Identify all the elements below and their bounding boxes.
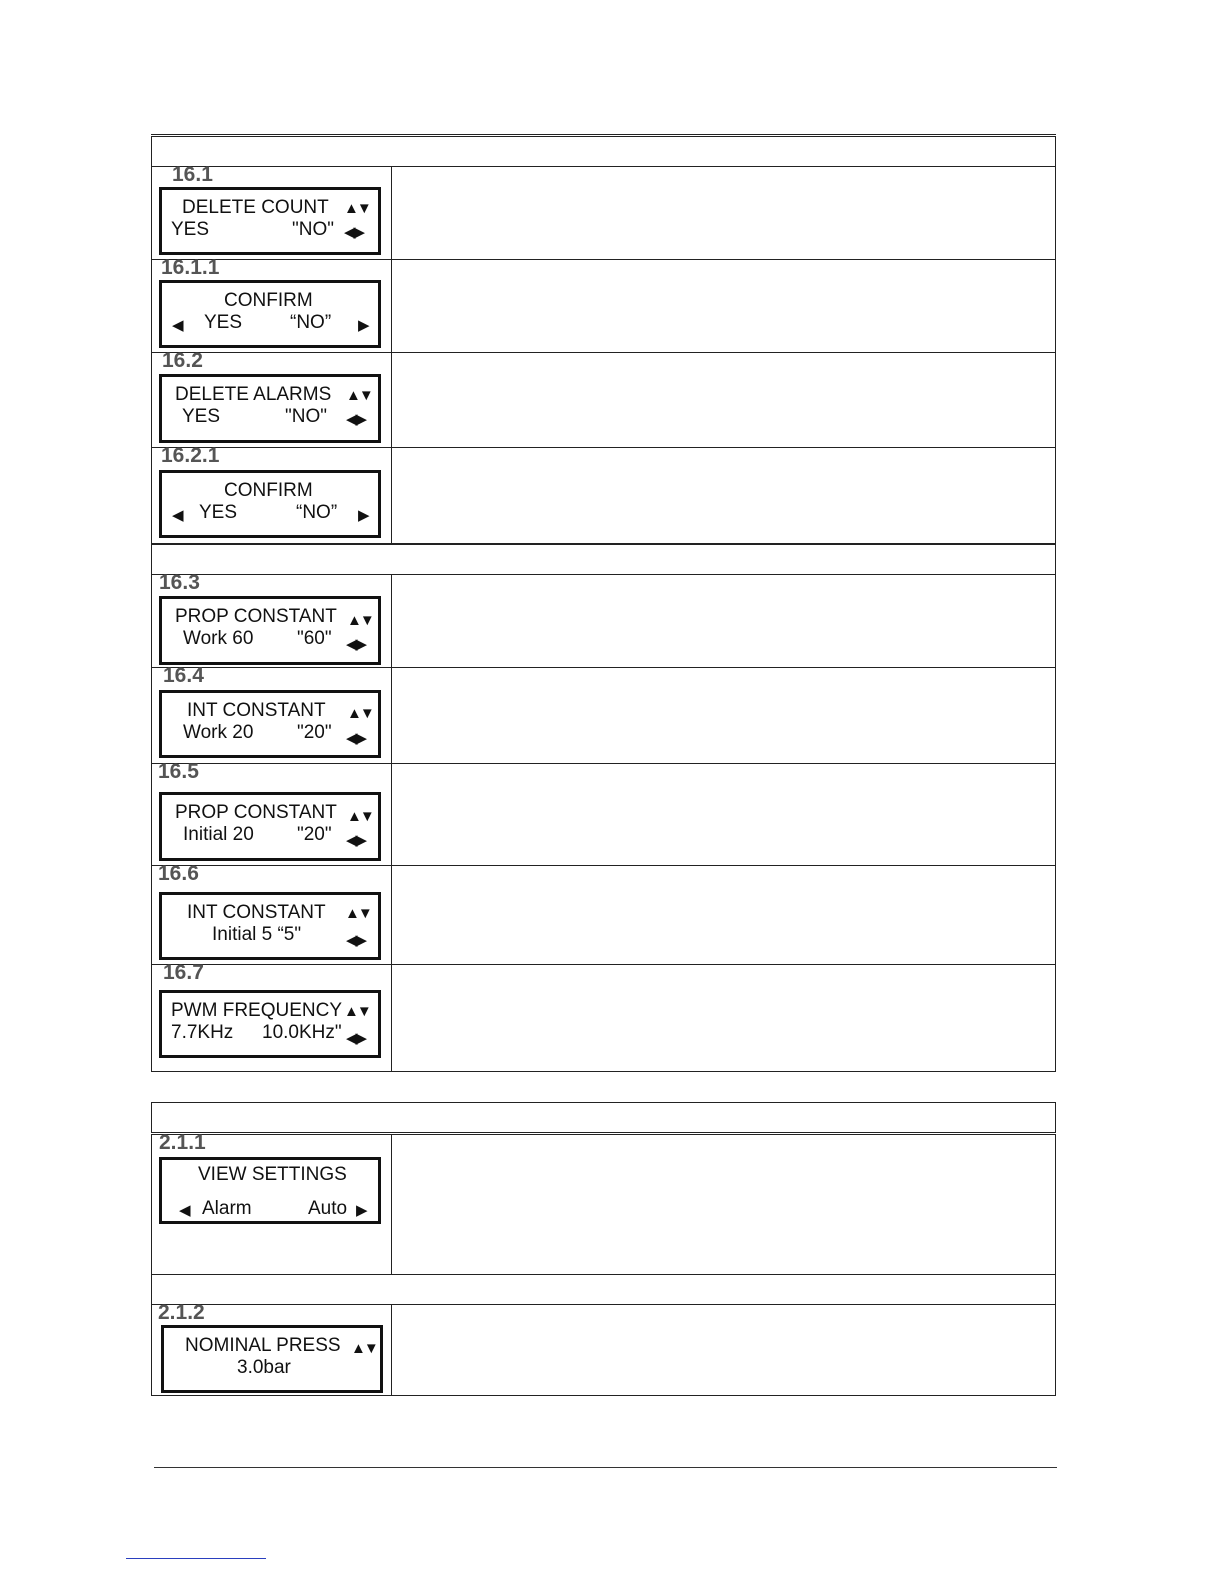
description-cell — [392, 167, 1056, 260]
lcd-value-selected: 10.0KHz" — [262, 1022, 342, 1043]
screen-cell — [152, 664, 392, 764]
footer-link-underline[interactable] — [126, 1558, 266, 1559]
right-arrow-icon — [356, 1200, 366, 1222]
left-arrow-icon — [179, 1200, 189, 1222]
description-cell — [392, 575, 1056, 668]
lcd-line1: INT CONSTANT — [187, 902, 326, 923]
table-row — [152, 965, 1056, 1072]
table-header-cell — [152, 136, 1056, 167]
description-cell — [392, 866, 1056, 965]
left-right-arrows-icon — [346, 830, 365, 852]
step-number: 16.3 — [159, 571, 200, 594]
lcd-screen-delete-alarms — [159, 374, 381, 443]
table-header-row — [152, 1103, 1056, 1134]
up-down-arrows-icon — [344, 198, 370, 220]
description-cell — [392, 764, 1056, 866]
table-row — [152, 448, 1056, 545]
table-row — [152, 575, 1056, 668]
left-right-arrows-icon — [346, 728, 365, 750]
lcd-option-no: "NO" — [285, 406, 327, 427]
left-right-arrows-icon — [344, 222, 363, 244]
step-number: 16.1 — [172, 163, 213, 186]
step-number: 2.1.1 — [159, 1131, 206, 1154]
table-header-row — [152, 136, 1056, 167]
lcd-option-no: "NO" — [292, 219, 334, 240]
lcd-screen-prop-constant-work — [159, 596, 381, 665]
description-cell — [392, 1134, 1056, 1275]
lcd-value-current: 7.7KHz — [171, 1022, 234, 1043]
screen-cell — [152, 163, 392, 260]
step-number: 16.6 — [158, 862, 199, 885]
step-number: 16.1.1 — [161, 256, 220, 279]
lcd-option-yes: YES — [204, 312, 243, 333]
description-cell — [392, 448, 1056, 545]
step-number: 16.2.1 — [161, 444, 220, 467]
lcd-value-line: Initial 5 “5" — [212, 924, 302, 945]
lcd-line1: PROP CONSTANT — [175, 606, 337, 627]
up-down-arrows-icon — [346, 385, 372, 407]
footer-divider — [154, 1467, 1057, 1468]
lcd-option-auto: Auto — [308, 1198, 348, 1219]
lcd-line1: DELETE ALARMS — [175, 384, 332, 405]
lcd-value-selected: "20" — [297, 824, 332, 845]
step-number: 16.5 — [158, 760, 199, 783]
lcd-line1: PROP CONSTANT — [175, 802, 337, 823]
lcd-line1: CONFIRM — [224, 290, 313, 311]
description-cell — [392, 965, 1056, 1072]
screen-cell — [152, 1131, 392, 1275]
left-right-arrows-icon — [346, 930, 365, 952]
lcd-option-no: “NO” — [296, 502, 338, 523]
lcd-screen-confirm — [159, 470, 381, 538]
screen-cell — [152, 571, 392, 668]
step-number: 16.7 — [163, 961, 204, 984]
left-arrow-icon — [172, 315, 182, 337]
table-row — [152, 866, 1056, 965]
lcd-screen-delete-count — [159, 187, 381, 255]
lcd-line1: CONFIRM — [224, 480, 313, 501]
right-arrow-icon — [358, 505, 368, 527]
description-cell — [392, 668, 1056, 764]
lcd-screen-prop-constant-initial — [159, 792, 381, 861]
screen-cell — [152, 349, 392, 448]
screen-cell — [152, 961, 392, 1072]
lcd-line1: VIEW SETTINGS — [198, 1164, 347, 1185]
section-header-row — [152, 544, 1056, 575]
lcd-screen-int-constant-work — [159, 690, 381, 758]
screen-cell — [152, 444, 392, 545]
lcd-screen-view-settings — [159, 1157, 381, 1224]
lcd-line1: INT CONSTANT — [187, 700, 326, 721]
lcd-value-current: Work 60 — [183, 628, 254, 649]
lcd-line1: NOMINAL PRESS — [185, 1335, 341, 1356]
table-row — [152, 1134, 1056, 1275]
lcd-screen-nominal-press — [161, 1325, 383, 1393]
table-row — [152, 260, 1056, 353]
lcd-value-current: Initial 20 — [183, 824, 254, 845]
section-header-row — [152, 1275, 1056, 1305]
lcd-option-no: “NO” — [290, 312, 332, 333]
lcd-line1: PWM FREQUENCY — [171, 1000, 342, 1021]
lcd-value-selected: "60" — [297, 628, 332, 649]
left-right-arrows-icon — [346, 634, 365, 656]
table-row — [152, 167, 1056, 260]
step-number: 2.1.2 — [158, 1301, 205, 1324]
screen-cell — [152, 760, 392, 866]
step-number: 16.2 — [162, 349, 203, 372]
lcd-screen-pwm-frequency — [159, 990, 381, 1058]
lcd-value-selected: "20" — [297, 722, 332, 743]
up-down-arrows-icon — [344, 1001, 370, 1023]
step-number: 16.4 — [163, 664, 204, 687]
lcd-option-yes: YES — [182, 406, 221, 427]
left-arrow-icon — [172, 505, 182, 527]
section-header-cell — [152, 1275, 1056, 1305]
table-row — [152, 764, 1056, 866]
table-row — [152, 353, 1056, 448]
screen-cell — [152, 1301, 392, 1396]
screen-cell — [152, 256, 392, 353]
section-header-cell — [152, 544, 1056, 575]
right-arrow-icon — [358, 315, 368, 337]
lcd-screen-int-constant-initial — [159, 892, 381, 960]
table-row — [152, 668, 1056, 764]
lcd-value-line: 3.0bar — [237, 1357, 291, 1378]
lcd-screen-confirm — [159, 280, 381, 348]
left-right-arrows-icon — [346, 409, 365, 431]
description-cell — [392, 353, 1056, 448]
lcd-option-yes: YES — [171, 219, 210, 240]
left-right-arrows-icon — [346, 1028, 365, 1050]
description-cell — [392, 260, 1056, 353]
lcd-option-alarm: Alarm — [202, 1198, 252, 1219]
lcd-line1: DELETE COUNT — [182, 197, 329, 218]
screen-cell — [152, 862, 392, 965]
settings-table-2 — [151, 1102, 1056, 1396]
up-down-arrows-icon — [345, 903, 371, 925]
table-header-cell — [152, 1103, 1056, 1134]
lcd-option-yes: YES — [199, 502, 238, 523]
description-cell — [392, 1305, 1056, 1396]
table-row — [152, 1305, 1056, 1396]
settings-table-16 — [151, 134, 1056, 1072]
lcd-value-current: Work 20 — [183, 722, 254, 743]
